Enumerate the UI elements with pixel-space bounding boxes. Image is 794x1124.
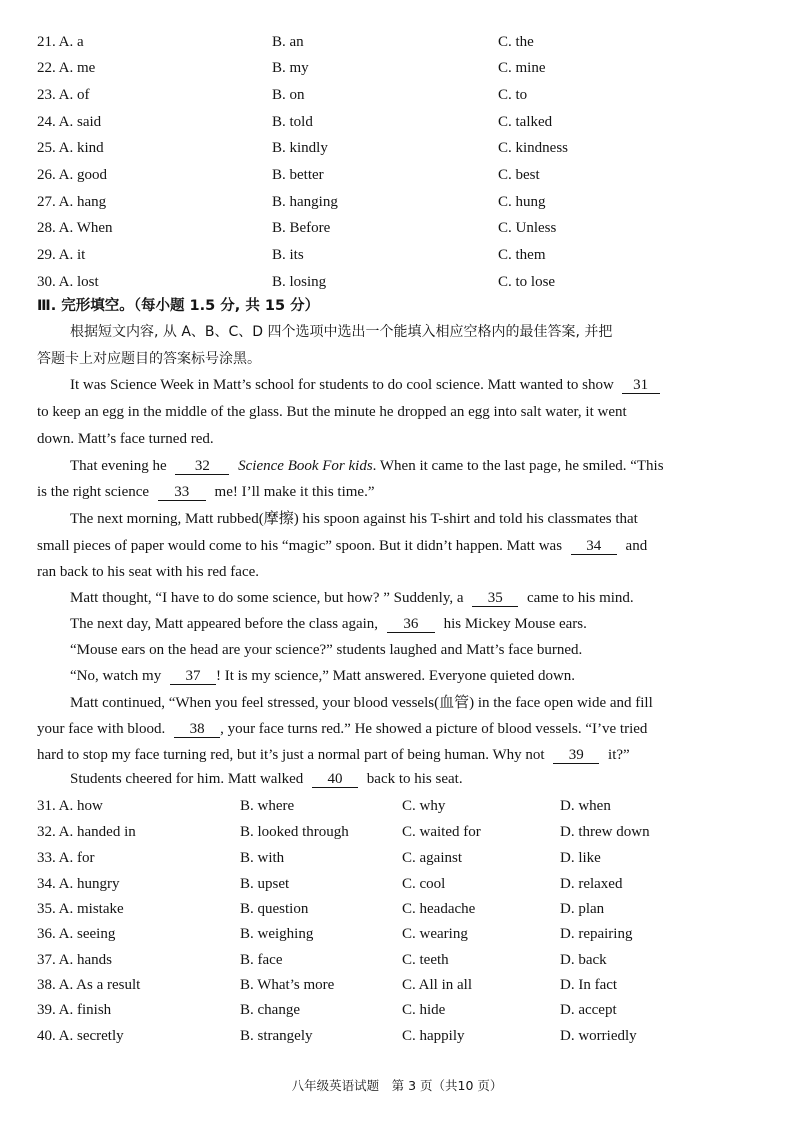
question-option-a: 21. A. a bbox=[37, 34, 84, 50]
question-option-a: 34. A. hungry bbox=[37, 876, 120, 892]
option-c: C. kindness bbox=[498, 140, 569, 156]
question-row bbox=[0, 138, 794, 160]
passage-text: . When it came to the last page, he smiled. “This bbox=[372, 458, 664, 474]
question-option-a: 28. A. When bbox=[37, 220, 113, 236]
passage-text: came to his mind. bbox=[527, 590, 634, 606]
question-option-a: 29. A. it bbox=[37, 247, 86, 263]
blank-36: 36 bbox=[387, 616, 435, 633]
instruction-line-2: 答题卡上对应题目的答案标号涂黑。 bbox=[37, 351, 261, 367]
option-d: D. like bbox=[560, 850, 601, 866]
passage-line: Matt continued, “When you feel stressed, your blood vessels(血管) in the face open wide and fill bbox=[70, 695, 653, 711]
option-b: B. on bbox=[272, 87, 305, 103]
question-row bbox=[0, 848, 794, 870]
question-row bbox=[0, 1026, 794, 1048]
option-c: C. them bbox=[498, 247, 546, 263]
option-d: D. In fact bbox=[560, 977, 618, 993]
question-option-a: 23. A. of bbox=[37, 87, 90, 103]
option-c: C. cool bbox=[402, 876, 446, 892]
question-row bbox=[0, 924, 794, 946]
passage-line bbox=[70, 456, 732, 476]
blank-40: 40 bbox=[312, 771, 358, 788]
option-b: B. kindly bbox=[272, 140, 328, 156]
option-d: D. relaxed bbox=[560, 876, 623, 892]
section-heading: Ⅲ. 完形填空。（每小题 1.5 分, 共 15 分） bbox=[37, 298, 320, 314]
question-row bbox=[0, 58, 794, 80]
passage-line bbox=[37, 482, 699, 502]
passage-text: it?” bbox=[608, 747, 630, 763]
blank-32: 32 bbox=[175, 458, 229, 475]
option-d: D. worriedly bbox=[560, 1028, 637, 1044]
option-c: C. talked bbox=[498, 114, 553, 130]
passage-text: your face with blood. bbox=[37, 721, 166, 737]
passage-text: That evening he bbox=[70, 458, 167, 474]
option-c: C. the bbox=[498, 34, 534, 50]
question-option-a: 26. A. good bbox=[37, 167, 108, 183]
question-option-a: 25. A. kind bbox=[37, 140, 104, 156]
passage-text: hard to stop my face turning red, but it’s just a normal part of being human. Why not bbox=[37, 747, 545, 763]
question-row bbox=[0, 272, 794, 294]
option-b: B. change bbox=[240, 1002, 300, 1018]
option-b: B. its bbox=[272, 247, 304, 263]
question-option-a: 22. A. me bbox=[37, 60, 96, 76]
option-c: C. against bbox=[402, 850, 462, 866]
option-d: D. back bbox=[560, 952, 607, 968]
passage-line bbox=[70, 614, 732, 634]
question-option-a: 31. A. how bbox=[37, 798, 103, 814]
option-b: B. an bbox=[272, 34, 304, 50]
question-row bbox=[0, 822, 794, 844]
question-row bbox=[0, 112, 794, 134]
passage-line bbox=[70, 375, 732, 395]
passage-line: ran back to his seat with his red face. bbox=[37, 564, 260, 580]
option-c: C. teeth bbox=[402, 952, 449, 968]
question-option-a: 32. A. handed in bbox=[37, 824, 136, 840]
question-option-a: 36. A. seeing bbox=[37, 926, 116, 942]
question-row bbox=[0, 192, 794, 214]
question-option-a: 30. A. lost bbox=[37, 274, 99, 290]
question-row bbox=[0, 245, 794, 267]
blank-35: 35 bbox=[472, 590, 518, 607]
passage-line: down. Matt’s face turned red. bbox=[37, 431, 214, 447]
option-c: C. to bbox=[498, 87, 528, 103]
blank-38: 38 bbox=[174, 721, 220, 738]
option-b: B. losing bbox=[272, 274, 327, 290]
passage-text: Students cheered for him. Matt walked bbox=[70, 771, 304, 787]
passage-line: The next morning, Matt rubbed(摩擦) his spoon against his T-shirt and told his classmates that bbox=[70, 511, 638, 527]
passage-text: his Mickey Mouse ears. bbox=[443, 616, 587, 632]
option-c: C. why bbox=[402, 798, 446, 814]
option-c: C. to lose bbox=[498, 274, 556, 290]
passage-line bbox=[37, 745, 699, 765]
option-b: B. weighing bbox=[240, 926, 314, 942]
option-b: B. looked through bbox=[240, 824, 349, 840]
blank-33: 33 bbox=[158, 484, 206, 501]
passage-text: “No, watch my bbox=[70, 668, 162, 684]
option-b: B. where bbox=[240, 798, 295, 814]
question-option-a: 24. A. said bbox=[37, 114, 102, 130]
passage-line bbox=[70, 588, 732, 608]
option-c: C. waited for bbox=[402, 824, 481, 840]
option-c: C. headache bbox=[402, 901, 476, 917]
book-title: Science Book For kids bbox=[238, 458, 373, 474]
question-option-a: 33. A. for bbox=[37, 850, 95, 866]
question-option-a: 39. A. finish bbox=[37, 1002, 112, 1018]
option-b: B. hanging bbox=[272, 194, 338, 210]
option-d: D. when bbox=[560, 798, 611, 814]
passage-line bbox=[37, 719, 699, 739]
question-option-a: 40. A. secretly bbox=[37, 1028, 124, 1044]
option-c: C. happily bbox=[402, 1028, 465, 1044]
passage-line bbox=[70, 769, 732, 789]
page-footer: 八年级英语试题 第 3 页（共10 页） bbox=[291, 1078, 503, 1093]
passage-text: small pieces of paper would come to his “magic” spoon. But it didn’t happen. Matt was bbox=[37, 538, 563, 554]
question-row bbox=[0, 85, 794, 107]
option-c: C. best bbox=[498, 167, 540, 183]
passage-text: , your face turns red.” He showed a picture of blood vessels. “I’ve tried bbox=[220, 721, 648, 737]
passage-text: It was Science Week in Matt’s school for students to do cool science. Matt wanted to show bbox=[70, 377, 614, 393]
question-row bbox=[0, 165, 794, 187]
question-row bbox=[0, 218, 794, 240]
question-option-a: 38. A. As a result bbox=[37, 977, 141, 993]
passage-text: Matt thought, “I have to do some science, but how? ” Suddenly, a bbox=[70, 590, 464, 606]
instruction-line-1: 根据短文内容, 从 A、B、C、D 四个选项中选出一个能填入相应空格内的最佳答案, 并把 bbox=[70, 324, 613, 340]
passage-line bbox=[70, 666, 732, 686]
question-row bbox=[0, 950, 794, 972]
option-d: D. plan bbox=[560, 901, 605, 917]
passage-line bbox=[37, 536, 699, 556]
option-b: B. question bbox=[240, 901, 309, 917]
question-row bbox=[0, 874, 794, 896]
option-d: D. threw down bbox=[560, 824, 650, 840]
option-c: C. hung bbox=[498, 194, 546, 210]
passage-text: The next day, Matt appeared before the class again, bbox=[70, 616, 379, 632]
blank-37: 37 bbox=[170, 668, 216, 685]
option-b: B. strangely bbox=[240, 1028, 313, 1044]
option-b: B. my bbox=[272, 60, 309, 76]
question-option-a: 27. A. hang bbox=[37, 194, 107, 210]
question-row bbox=[0, 32, 794, 54]
option-c: C. mine bbox=[498, 60, 546, 76]
blank-34: 34 bbox=[571, 538, 617, 555]
option-b: B. upset bbox=[240, 876, 290, 892]
blank-31: 31 bbox=[622, 377, 660, 394]
passage-text: is the right science bbox=[37, 484, 150, 500]
passage-text: ! It is my science,” Matt answered. Everyone quieted down. bbox=[215, 668, 576, 684]
option-c: C. hide bbox=[402, 1002, 446, 1018]
question-option-a: 35. A. mistake bbox=[37, 901, 124, 917]
option-b: B. Before bbox=[272, 220, 331, 236]
option-d: D. accept bbox=[560, 1002, 617, 1018]
option-c: C. Unless bbox=[498, 220, 557, 236]
passage-text: back to his seat. bbox=[366, 771, 463, 787]
passage-text: and bbox=[625, 538, 648, 554]
option-b: B. What’s more bbox=[240, 977, 335, 993]
option-c: C. All in all bbox=[402, 977, 473, 993]
question-row bbox=[0, 975, 794, 997]
passage-line: “Mouse ears on the head are your science?” students laughed and Matt’s face burned. bbox=[70, 642, 583, 658]
question-row bbox=[0, 1000, 794, 1022]
option-b: B. told bbox=[272, 114, 313, 130]
option-b: B. better bbox=[272, 167, 324, 183]
option-c: C. wearing bbox=[402, 926, 468, 942]
question-row bbox=[0, 899, 794, 921]
question-option-a: 37. A. hands bbox=[37, 952, 112, 968]
blank-39: 39 bbox=[553, 747, 599, 764]
option-b: B. with bbox=[240, 850, 285, 866]
option-b: B. face bbox=[240, 952, 283, 968]
passage-text: me! I’ll make it this time.” bbox=[214, 484, 375, 500]
question-row bbox=[0, 796, 794, 818]
passage-line: to keep an egg in the middle of the glass. But the minute he dropped an egg into salt water, it went bbox=[37, 404, 627, 420]
option-d: D. repairing bbox=[560, 926, 633, 942]
